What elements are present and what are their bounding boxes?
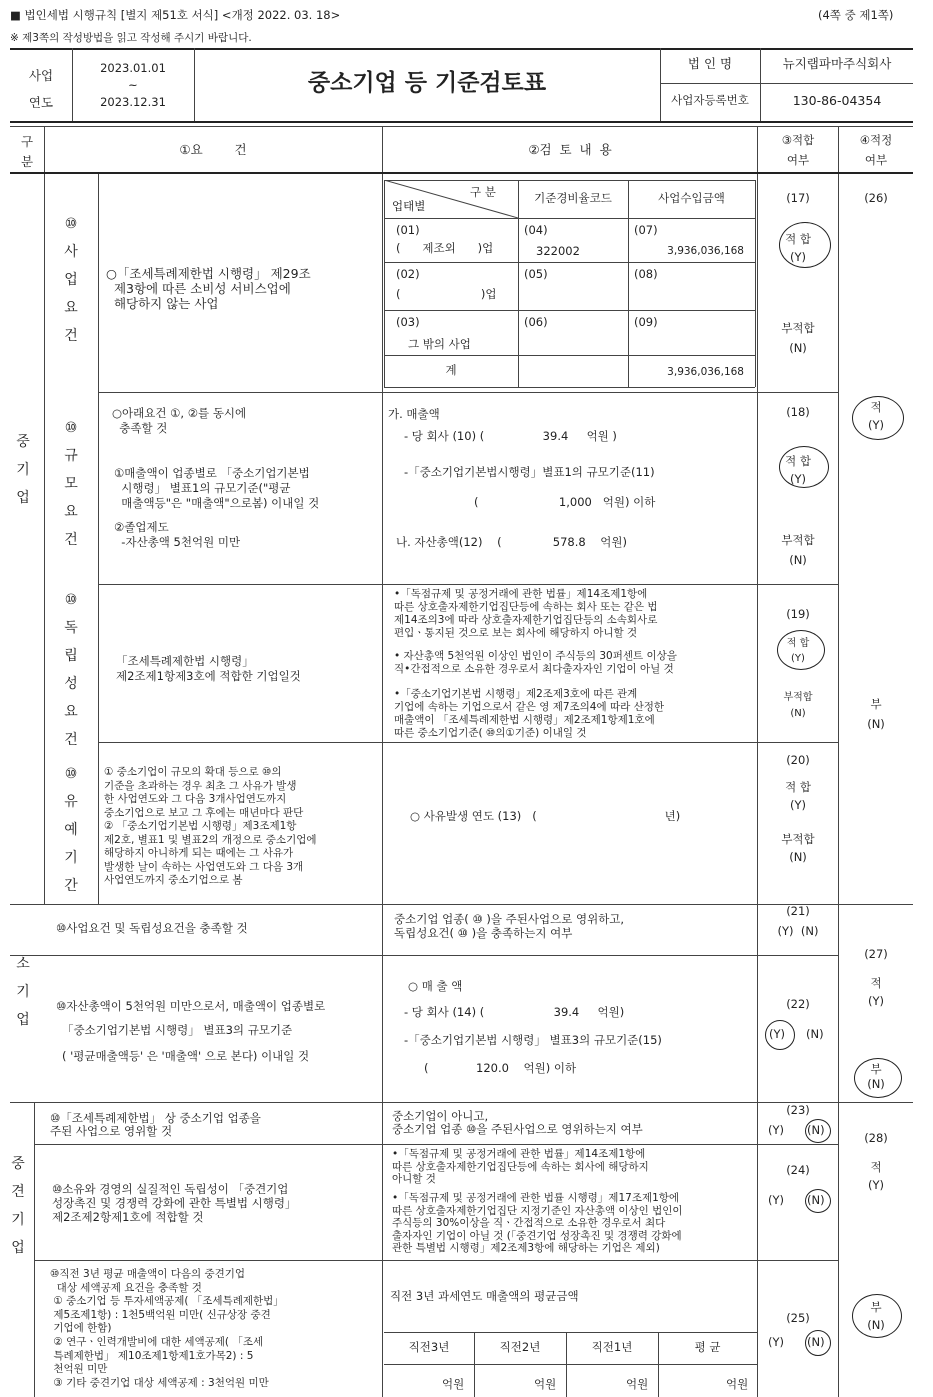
scale-rv-4: ( 1,000 억원) 이하 xyxy=(474,495,656,509)
cell-09: (09) xyxy=(634,315,658,329)
n-22: (N) xyxy=(806,1027,824,1041)
y-25: (Y) xyxy=(768,1335,784,1349)
unfit-17: 부적합 (N) xyxy=(781,321,815,355)
unfit-20: 부적합 (N) xyxy=(781,832,815,864)
scale-req-3: ②졸업제도 -자산총액 5천억원 미만 xyxy=(114,520,241,549)
no-23: (23) xyxy=(786,1103,810,1117)
mid-rv-2a: •「독점규제 및 공정거래에 관한 법률」제14조제1항에 따른 상호출자제한기업집단등에 속하는 회사에 해당하지 아니할 것 xyxy=(392,1148,649,1185)
selected-mark-17 xyxy=(779,222,831,268)
unit-1: 억원 xyxy=(442,1377,465,1391)
selected-mark-23 xyxy=(805,1119,831,1143)
row-business-label: ⑩ 사 업 요 건 xyxy=(64,216,78,344)
col-review: ②검 토 내 용 xyxy=(528,142,612,157)
small-rv-1: 중소기업 업종( ⑩ )을 주된사업으로 영위하고, 독립성요건( ⑩ )을 충족하는지 여부 xyxy=(394,912,625,940)
small-rv-2d: ( 120.0 억원) 이하 xyxy=(424,1061,577,1075)
revenue-1: 3,936,036,168 xyxy=(667,245,744,257)
fit-19: 적 합 (Y) xyxy=(786,638,810,664)
group-mid: 중 견 기 업 xyxy=(11,1156,25,1256)
no-27: (27) xyxy=(864,947,888,961)
table-code-header: 기준경비율코드 xyxy=(534,191,612,205)
row-scale-label: ⑩ 규 모 요 건 xyxy=(64,420,78,548)
small-req-2b: 「중소기업기본법 시행령」 별표3의 규모기준 xyxy=(62,1023,293,1037)
unit-3: 억원 xyxy=(626,1377,649,1391)
row-grace-label: ⑩ 유 예 기 간 xyxy=(64,766,78,894)
selected-mark-22 xyxy=(765,1020,795,1050)
page-indicator: (4쪽 중 제1쪽) xyxy=(818,8,894,22)
sme-fit-mark xyxy=(852,396,904,440)
selected-mark-18 xyxy=(779,446,829,488)
cell-03: (03) xyxy=(396,315,420,329)
small-rv-2a: ○ 매 출 액 xyxy=(408,979,463,993)
row-independence-label: ⑩ 독 립 성 요 건 xyxy=(64,592,78,748)
col-gubun: 구 분 xyxy=(20,134,34,169)
scale-rv-3: -「중소기업기본법시행령」별표1의 규모기준(11) xyxy=(404,465,655,479)
independence-rv-3: •「중소기업기본법 시행령」제2조제3호에 따른 관계 기업에 속하는 기업으로서 같은 영 제7조의4에 따라 산정한 매출액이 「조세특례제한법 시행령」제2조제1항제1호에 따른 중소기업기준( ⑩의①기준) 이내일 것 xyxy=(394,688,665,739)
small-req-1: ⑩사업요건 및 독립성요건을 충족할 것 xyxy=(56,921,248,935)
biz-type-1: ( 제조외 )업 xyxy=(396,241,494,255)
mid-rv-1: 중소기업이 아니고, 중소기업 업종 ⑩을 주된사업으로 영위하는지 여부 xyxy=(392,1109,643,1136)
cell-01: (01) xyxy=(396,223,420,237)
small-unfit-mark xyxy=(854,1058,902,1098)
y-22: (Y) xyxy=(769,1027,785,1041)
scale-rv-1: 가. 매출액 xyxy=(388,407,440,421)
scale-req-2: ①매출액이 업종별로 「중소기업기본법 시행령」 별표1의 규모기준("평균 매출액등"은 "매출액"으로봄) 이내일 것 xyxy=(114,466,320,510)
yn-21: (Y) (N) xyxy=(777,924,819,938)
small-rv-2b: - 당 회사 (14) ( 39.4 억원) xyxy=(404,1005,625,1019)
no-26: (26) xyxy=(864,191,888,205)
year-start: 2023.01.01 xyxy=(100,61,166,75)
group-sme: 중 기 업 xyxy=(16,434,30,506)
table-biz-type: 업태별 xyxy=(392,199,426,213)
revenue-total: 3,936,036,168 xyxy=(667,366,744,378)
selected-mark-24 xyxy=(805,1189,831,1213)
independence-rv-1: •「독점규제 및 공정거래에 관한 법률」제14조제1항에 따른 상호출자제한기업집단등에 속하는 회사 또는 같은 법 제14조의3에 따라 상호출자제한기업집단등의 소속회사로 편입ㆍ통지된 것으로 보는 회사에 해당하지 아니할 것 xyxy=(394,588,658,639)
mid-rv-2b: •「독점규제 및 공정거래에 관한 법률 시행령」제17조제1항에 따른 상호출자제한기업집단 지정기준인 자산총액 이상인 법인이 주식등의 30%이상을 직ㆍ간접적으로 소유한 경우로서 최다 출자자인 기업이 아닐 것 (「중견기업 성장촉진 및 경쟁력 강화에 관한 특별법 시행령」제2조제3항에 해당하는 기업은 제외) xyxy=(392,1192,683,1254)
independence-rv-2: • 자산총액 5천억원 이상인 법인이 주식등의 30퍼센트 이상을 직•간접적으로 소유한 경우로서 최다출자자인 기업이 아닐 것 xyxy=(394,650,677,675)
col-1y: 직전1년 xyxy=(591,1340,633,1354)
mid-unfit: 부 (N) xyxy=(867,1300,885,1332)
cell-08: (08) xyxy=(634,267,658,281)
small-fit: 적 (Y) xyxy=(868,976,884,1008)
grace-rv: ○ 사유발생 연도 (13) ( 년) xyxy=(410,809,681,823)
year-tilde: ~ xyxy=(128,78,138,92)
document-title: 중소기업 등 기준검토표 xyxy=(307,70,547,96)
biz-type-2: ( )업 xyxy=(396,287,497,301)
form-reference: ■ 법인세법 시행규칙 [별지 제51호 서식] <개정 2022. 03. 18> xyxy=(10,8,341,22)
code-1: 322002 xyxy=(536,244,580,258)
col-fit: ③적합 여부 xyxy=(781,133,815,167)
unfit-18: 부적합 (N) xyxy=(781,533,815,567)
scale-rv-5: 나. 자산총액(12) ( 578.8 억원) xyxy=(396,535,627,549)
instruction-note: ※ 제3쪽의 작성방법을 읽고 작성해 주시기 바랍니다. xyxy=(10,32,252,44)
corp-name-label: 법 인 명 xyxy=(687,56,733,71)
corp-name: 뉴지랩파마주식회사 xyxy=(782,56,892,71)
total-label: 계 xyxy=(445,363,457,377)
cell-04: (04) xyxy=(524,223,548,237)
business-requirement: ○「조세특례제한법 시행령」 제29조 제3항에 따른 소비성 서비스업에 해당하지 않는 사업 xyxy=(106,266,311,311)
mid-req-1: ⑩「조세특례제한법」 상 중소기업 업종을 주된 사업으로 영위할 것 xyxy=(50,1111,261,1138)
col-avg: 평 균 xyxy=(694,1340,721,1354)
fit-17: 적 합 (Y) xyxy=(785,232,811,264)
year-end: 2023.12.31 xyxy=(100,95,166,109)
n-24: (N) xyxy=(807,1193,825,1207)
grace-requirement: ① 중소기업이 규모의 확대 등으로 ⑩의 기준을 초과하는 경우 최초 그 사유가 발생 한 사업연도와 그 다음 3개사업연도까지 중소기업으로 보고 그 후에는 매년마다 판단 ② 「중소기업기본법 시행령」제3조제1항 제2호, 별표1 및 별표2의 개정으로 중소기업에 해당하지 아니하게 되는 때에는 그 사유가 발생한 날이 속하는 사업연도와 그 다음 3개 사업연도까지 중소기업으로 봄 xyxy=(104,766,317,886)
biz-type-3: 그 밖의 사업 xyxy=(408,337,471,351)
scale-rv-2: - 당 회사 (10) ( 39.4 억원 ) xyxy=(404,429,617,443)
selected-mark-19 xyxy=(777,630,825,670)
scale-req-1: ○아래요건 ①, ②를 동시에 충족할 것 xyxy=(112,406,247,435)
n-23: (N) xyxy=(807,1123,825,1137)
y-23: (Y) xyxy=(768,1123,784,1137)
mid-fit: 적 (Y) xyxy=(868,1160,884,1192)
cell-06: (06) xyxy=(524,315,548,329)
no-20: (20) xyxy=(786,753,810,767)
mid-unfit-mark xyxy=(852,1294,902,1338)
y-24: (Y) xyxy=(768,1193,784,1207)
sme-unfit: 부 (N) xyxy=(867,697,885,731)
independence-requirement: 「조세특례제한법 시행령」 제2조제1항제3호에 적합한 기업일것 xyxy=(116,654,301,683)
no-28: (28) xyxy=(864,1131,888,1145)
table-revenue-header: 사업수입금액 xyxy=(658,191,725,205)
unit-4: 억원 xyxy=(726,1377,749,1391)
cell-02: (02) xyxy=(396,267,420,281)
small-req-2c: ( '평균매출액등' 은 '매출액' 으로 본다) 이내일 것 xyxy=(62,1049,310,1063)
col-2y: 직전2년 xyxy=(499,1340,541,1354)
small-unfit: 부 (N) xyxy=(867,1062,885,1091)
fit-18: 적 합 (Y) xyxy=(785,454,811,486)
no-18: (18) xyxy=(786,405,810,419)
col-requirement: ①요 건 xyxy=(179,142,247,157)
regno: 130-86-04354 xyxy=(792,93,882,108)
mid-rv-3: 직전 3년 과세연도 매출액의 평균금액 xyxy=(390,1289,579,1303)
col-3y: 직전3년 xyxy=(408,1340,450,1354)
no-21: (21) xyxy=(786,904,810,918)
table-gubun: 구 분 xyxy=(470,185,496,199)
col-fit2: ④적정 여부 xyxy=(859,133,893,167)
mid-req-3: ⑩직전 3년 평균 매출액이 다음의 중견기업 대상 세액공제 요건을 충족할 것 ① 중소기업 등 투자세액공제( 「조세특례제한법」 제5조제1항) : 1천5백억원 미만( 신규상장 중견 기업에 한함) ② 연구ㆍ인력개발비에 대한 세액공제( 「조세 특례제한법」 제10조제1항제1호가목2) : 5 천억원 미만 ③ 기타 중견기업 대상 세액공제 : 3천억원 미만 xyxy=(50,1268,284,1389)
small-rv-2c: -「중소기업기본법 시행령」 별표3의 규모기준(15) xyxy=(404,1033,662,1047)
unfit-19: 부적합 (N) xyxy=(783,692,813,719)
sme-fit: 적 (Y) xyxy=(868,400,884,432)
mid-req-2: ⑩소유와 경영의 실질적인 독립성이 「중견기업 성장촉진 및 경쟁력 강화에 관한 특별법 시행령」 제2조제2항제1호에 적합할 것 xyxy=(52,1182,297,1224)
cell-05: (05) xyxy=(524,267,548,281)
selected-mark-25 xyxy=(805,1330,831,1356)
no-22: (22) xyxy=(786,997,810,1011)
no-24: (24) xyxy=(786,1163,810,1177)
group-small: 소 기 업 xyxy=(16,956,30,1028)
fit-20: 적 합 (Y) xyxy=(785,780,811,812)
no-17: (17) xyxy=(786,191,810,205)
n-25: (N) xyxy=(807,1335,825,1349)
business-year-label: 사업 연도 xyxy=(28,68,54,110)
no-19: (19) xyxy=(786,607,810,621)
regno-label: 사업자등록번호 xyxy=(671,93,749,107)
cell-07: (07) xyxy=(634,223,658,237)
unit-2: 억원 xyxy=(534,1377,557,1391)
no-25: (25) xyxy=(786,1311,810,1325)
small-req-2a: ⑩자산총액이 5천억원 미만으로서, 매출액이 업종별로 xyxy=(56,999,326,1013)
